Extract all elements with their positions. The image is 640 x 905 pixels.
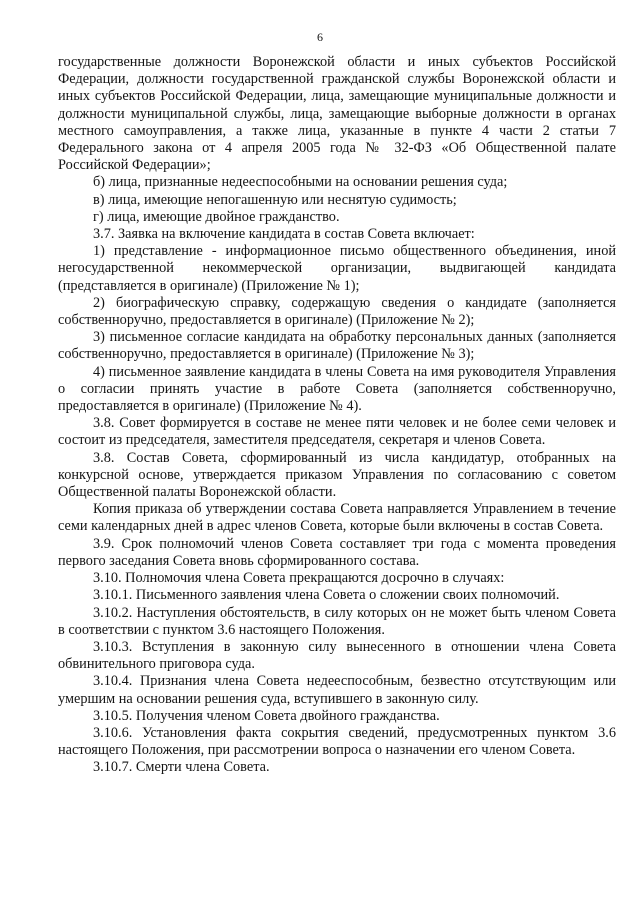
document-body [58,54,616,777]
paragraph: г) лица, имеющие двойное гражданство. [93,208,340,225]
paragraph: 3.10.2. Наступления обстоятельств, в силу которых он не может быть членом Совета в соответствии с пунктом 3.6 настоящего Положения. [58,604,616,638]
paragraph: 3.9. Срок полномочий членов Совета составляет три года с момента проведения первого заседания Совета вновь сформированного состава. [58,535,616,569]
paragraph: 3.10.1. Письменного заявления члена Совета о сложении своих полномочий. [93,587,560,604]
paragraph: 3.7. Заявка на включение кандидата в состав Совета включает: [93,226,475,243]
paragraph: государственные должности Воронежской области и иных субъектов Российской Федерации, должности государственной гражданской службы Воронежской области и иных субъектов Российской Федерации, лица, замещающие муниципальные должности и должности муниципальной службы, лица, замещающие выборные должности в органах местного самоуправления, а также лица, указанные в пункте 4 части 2 статьи 7 Федерального закона от 4 апреля 2005 года № 32-ФЗ «Об Общественной палате Российской Федерации»; [58,54,616,174]
paragraph: 3.10.4. Признания члена Совета недееспособным, безвестно отсутствующим или умершим на основании решения суда, вступившего в законную силу. [58,673,616,707]
paragraph: 1) представление - информационное письмо общественного объединения, иной негосударственной некоммерческой организации, выдвигающей кандидата (представляется в оригинале) (Приложение № 1); [58,243,616,294]
paragraph: 3.10.6. Установления факта сокрытия сведений, предусмотренных пунктом 3.6 настоящего Положения, при рассмотрении вопроса о назначении его членом Совета. [58,724,616,759]
paragraph: в) лица, имеющие непогашенную или неснятую судимость; [93,191,457,208]
paragraph: 4) письменное заявление кандидата в члены Совета на имя руководителя Управления о согласии принять участие в работе Совета (заполняется собственноручно, предоставляется в оригинале) (Приложение № 4). [58,363,616,415]
paragraph: Копия приказа об утверждении состава Совета направляется Управлением в течение семи календарных дней в адрес членов Совета, которые были включены в состав Совета. [58,501,616,535]
paragraph: 3.10.3. Вступления в законную силу вынесенного в отношении члена Совета обвинительного приговора суда. [58,638,616,673]
paragraph: 3.10. Полномочия члена Совета прекращаются досрочно в случаях: [93,570,505,587]
paragraph: 2) биографическую справку, содержащую сведения о кандидате (заполняется собственноручно, предоставляется в оригинале) (Приложение № 2); [58,294,616,329]
paragraph: 3.10.7. Смерти члена Совета. [93,759,270,776]
paragraph: 3.8. Состав Совета, сформированный из числа кандидатур, отобранных на конкурсной основе, утверждается приказом Управления по согласованию с советом Общественной палаты Воронежской области. [58,449,616,501]
paragraph: 3) письменное согласие кандидата на обработку персональных данных (заполняется собственноручно, предоставляется в оригинале) (Приложение № 3); [58,329,616,363]
page-number: 6 [317,30,323,44]
paragraph: 3.10.5. Получения членом Совета двойного гражданства. [93,707,440,724]
paragraph: б) лица, признанные недееспособными на основании решения суда; [93,174,508,191]
paragraph: 3.8. Совет формируется в составе не менее пяти человек и не более семи человек и состоит из председателя, заместителя председателя, секретаря и членов Совета. [58,415,616,449]
